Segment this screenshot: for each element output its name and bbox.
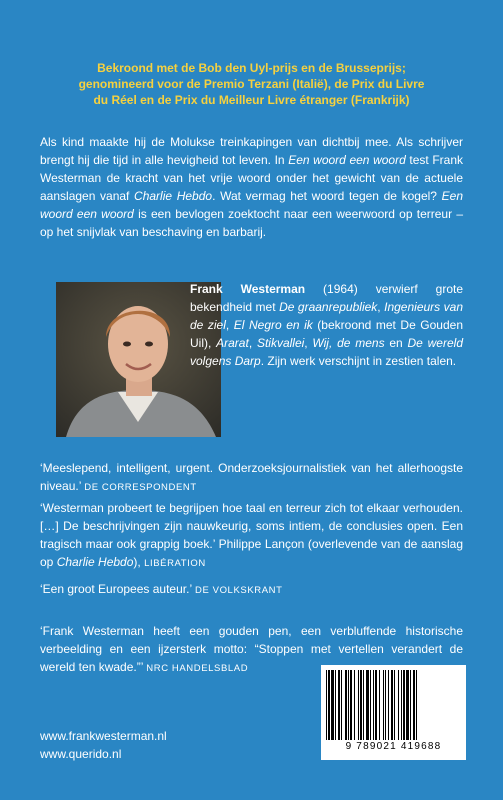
blurb-text: test Frank Westerman de kracht van het vrije woord onder het gewicht van de actuele aanslagen vanaf <box>40 153 463 203</box>
quote-source: NRC HANDELSBLAD <box>146 663 249 674</box>
quote-1 <box>40 459 463 497</box>
bio-text: (bekroond met De Gouden Uil), <box>190 318 464 350</box>
book-title: Ararat <box>216 336 249 350</box>
separator: , <box>377 300 385 314</box>
quote-text: ‘Een groot Europees auteur.’ <box>40 582 195 596</box>
magazine-title: Charlie Hebdo <box>56 555 134 569</box>
book-title: Een woord een woord <box>288 153 406 167</box>
quote-text: ‘Meeslepend, intelligent, urgent. Onderzoeksjournalistiek van het allerhoogste niveau.’ <box>40 461 463 493</box>
blurb-paragraph <box>40 133 463 241</box>
blurb-text: . Wat vermag het woord tegen de kogel? <box>212 189 442 203</box>
bio-text: . Zijn werk verschijnt in zestien talen. <box>260 354 457 368</box>
quote-text: ‘Westerman probeert te begrijpen hoe taal en terreur zich tot elkaar verhouden. […] De beschrijvingen zijn nauwkeurig, soms intiem, de conclusies open. Een tragisch maar ook grappig boek.’ Philippe Lançon (overlevende van de aanslag op <box>40 501 463 569</box>
quote-source: DE CORRESPONDENT <box>84 482 197 493</box>
isbn-number: 9 789021 419688 <box>345 741 442 752</box>
website-author[interactable]: www.frankwesterman.nl <box>40 729 167 743</box>
quote-2 <box>40 499 463 573</box>
book-title: El Negro en ik <box>233 318 313 332</box>
bio-text: (1964) verwierf grote bekendheid met <box>190 282 464 314</box>
book-title: Een woord een woord <box>40 189 463 221</box>
bio-text: en <box>384 336 408 350</box>
author-bio <box>190 280 463 370</box>
barcode-bars <box>326 670 461 740</box>
book-title: De wereld volgens Darp <box>190 336 463 368</box>
author-section <box>40 280 463 440</box>
book-title: De graanrepubliek <box>279 300 378 314</box>
quote-source: LIBÉRATION <box>144 558 206 569</box>
magazine-title: Charlie Hebdo <box>134 189 213 203</box>
awards-line-2: genomineerd voor de Premio Terzani (Italië), de Prix du Livre <box>78 77 425 91</box>
website-links <box>40 727 167 763</box>
separator: , <box>304 336 313 350</box>
quote-text: ‘Frank Westerman heeft een gouden pen, een verbluffende historische verbeelding en een ijzersterk motto: “Stoppen met vertellen verandert de wereld ten kwade.”’ <box>40 624 463 674</box>
website-publisher[interactable]: www.querido.nl <box>40 747 122 761</box>
awards-line-1: Bekroond met de Bob den Uyl-prijs en de Brusseprijs; <box>97 61 406 75</box>
quote-source: DE VOLKSKRANT <box>195 585 283 596</box>
blurb-text: is een bevlogen zoektocht naar een weerwoord op terreur – op het snijvlak van beschaving en barbarij. <box>40 207 464 239</box>
book-title: Stikvallei <box>256 336 305 350</box>
blurb-text: Als kind maakte hij de Molukse treinkapingen van dichtbij mee. Als schrijver brengt hij die tijd in alle hevigheid tot leven. In <box>40 135 463 167</box>
quote-text: ), <box>133 555 145 569</box>
awards-block <box>40 60 463 108</box>
book-title: Ingenieurs van de ziel <box>190 300 464 332</box>
awards-line-3: du Réel en de Prix du Meilleur Livre étranger (Frankrijk) <box>93 93 410 107</box>
separator: , <box>225 318 234 332</box>
book-title: Wij, de mens <box>312 336 385 350</box>
quote-3 <box>40 580 463 600</box>
barcode <box>321 665 466 760</box>
separator: , <box>248 336 257 350</box>
author-name: Frank Westerman <box>190 282 306 296</box>
